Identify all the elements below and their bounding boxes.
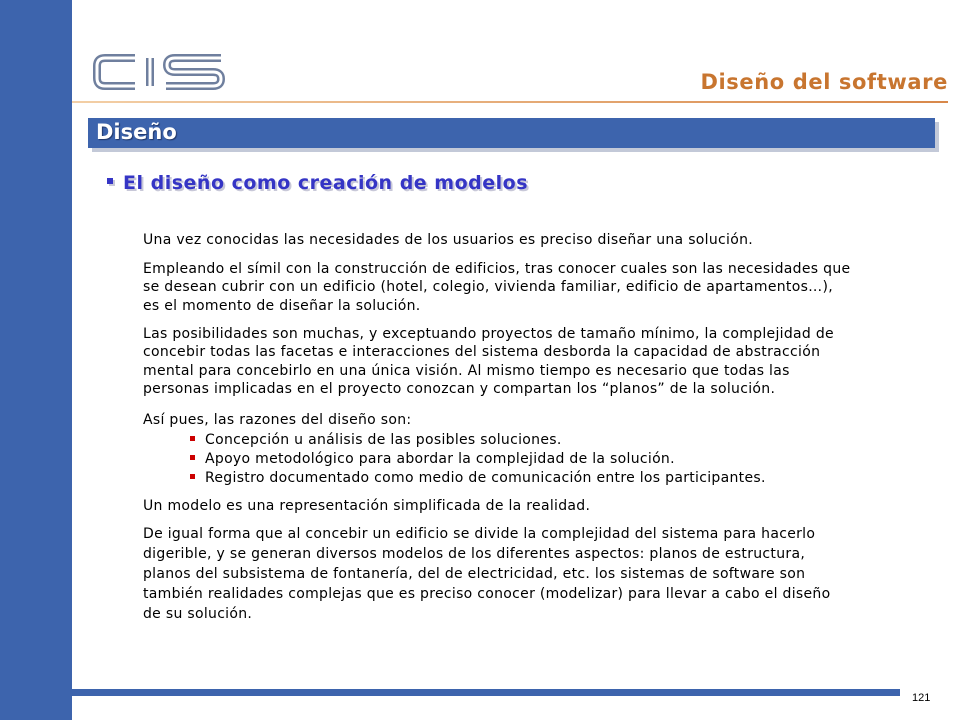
- list-item: [190, 469, 766, 488]
- paragraph-2: [143, 260, 850, 315]
- text-line: de su solución.: [143, 606, 253, 622]
- cis-logo: [88, 50, 233, 94]
- header-rule: [72, 101, 948, 103]
- text-line: concebir todas las facetas e interacciones del sistema desborda la capacidad de abstracción: [143, 344, 821, 361]
- red-square-bullet-icon: [190, 474, 195, 479]
- left-accent-bar: [0, 0, 72, 720]
- text-line: Así pues, las razones del diseño son:: [143, 412, 412, 428]
- paragraph-3: [143, 325, 834, 399]
- text-line: Una vez conocidas las necesidades de los usuarios es preciso diseñar una solución.: [143, 232, 753, 248]
- page-number: 121: [912, 692, 931, 704]
- text-line: Un modelo es una representación simplificada de la realidad.: [143, 498, 591, 514]
- text-line: también realidades complejas que es preciso conocer (modelizar) para llevar a cabo el diseño: [143, 586, 831, 602]
- red-square-bullet-icon: [190, 455, 195, 460]
- list-item: [190, 450, 766, 469]
- square-bullet-icon: [107, 178, 113, 184]
- text-line: mental para concebirlo en una única visión. Al mismo tiempo es necesario que todas las: [143, 362, 790, 379]
- text-line: es el momento de diseñar la solución.: [143, 297, 421, 314]
- paragraph-6: [143, 524, 830, 624]
- list-item: [190, 431, 766, 450]
- bottom-accent-bar: [72, 689, 900, 696]
- section-heading: [107, 172, 528, 194]
- section-title: Diseño del software: [700, 70, 948, 94]
- paragraph-1: [143, 231, 753, 249]
- text-line: Las posibilidades son muchas, y exceptuando proyectos de tamaño mínimo, la complejidad de: [143, 326, 834, 342]
- slide-title: Diseño: [96, 120, 177, 144]
- reasons-list: [190, 431, 766, 488]
- text-line: De igual forma que al concebir un edificio se divide la complejidad del sistema para hacerlo: [143, 526, 816, 542]
- paragraph-4: [143, 411, 411, 429]
- heading-text: El diseño como creación de modelos: [123, 172, 529, 194]
- text-line: personas implicadas en el proyecto conozcan y compartan los “planos” de la solución.: [143, 381, 776, 398]
- text-line: Empleando el símil con la construcción de edificios, tras conocer cuales son las necesidades que: [143, 261, 851, 277]
- text-line: digerible, y se generan diversos modelos de los diferentes aspectos: planos de estructura,: [143, 546, 806, 562]
- list-item-text: Registro documentado como medio de comunicación entre los participantes.: [205, 470, 766, 486]
- red-square-bullet-icon: [190, 436, 195, 441]
- list-item-text: Concepción u análisis de las posibles soluciones.: [205, 432, 562, 448]
- text-line: planos del subsistema de fontanería, del de electricidad, etc. los sistemas de software son: [143, 566, 806, 582]
- title-bar: [88, 118, 935, 148]
- list-item-text: Apoyo metodológico para abordar la complejidad de la solución.: [205, 451, 675, 467]
- text-line: se desean cubrir con un edificio (hotel, colegio, vivienda familiar, edificio de apartamentos…),: [143, 279, 833, 296]
- paragraph-5: [143, 497, 590, 515]
